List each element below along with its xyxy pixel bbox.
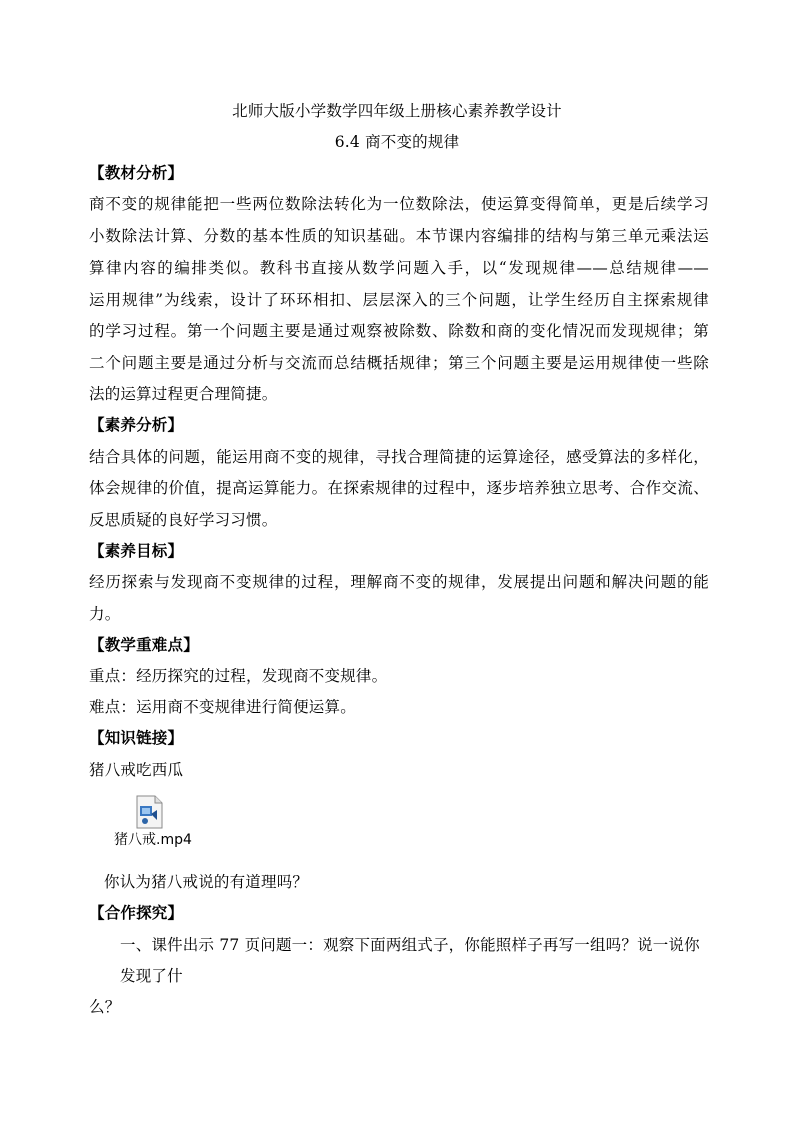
- paragraph-line: 体会规律的价值，提高运算能力。在探索规律的过程中，逐步培养独立思考、合作交流、: [89, 479, 709, 497]
- paragraph-line: 法的运算过程更合理简捷。: [89, 385, 278, 403]
- paragraph-line: 算律内容的编排类似。教科书直接从数学问题入手，以“发现规律——总结规律——: [89, 259, 709, 277]
- attachment-filename: 猪八戒.mp4: [114, 832, 192, 848]
- inquiry-line: 发现了什: [120, 967, 183, 985]
- heading-cooperative-inquiry: 【合作探究】: [89, 904, 184, 922]
- media-file-icon: [134, 795, 164, 829]
- heading-literacy-goals: 【素养目标】: [89, 542, 184, 560]
- heading-literacy-analysis: 【素养分析】: [89, 416, 184, 434]
- discussion-question: 你认为猪八戒说的有道理吗？: [104, 873, 309, 891]
- paragraph-line: 运用规律”为线索，设计了环环相扣、层层深入的三个问题，让学生经历自主探索规律: [89, 291, 709, 309]
- paragraph-line: 经历探索与发现商不变规律的过程，理解商不变的规律，发展提出问题和解决问题的能: [89, 573, 709, 591]
- document-subtitle: 6.4 商不变的规律: [334, 133, 460, 151]
- paragraph-line: 商不变的规律能把一些两位数除法转化为一位数除法，使运算变得简单，更是后续学习: [89, 195, 709, 213]
- paragraph-line: 的学习过程。第一个问题主要是通过观察被除数、除数和商的变化情况而发现规律；第: [89, 322, 709, 340]
- inquiry-line: 一、课件出示 77 页问题一：观察下面两组式子，你能照样子再写一组吗？说一说你: [120, 936, 700, 954]
- difficult-point-line: 难点：运用商不变规律进行简便运算。: [89, 698, 356, 716]
- inquiry-line: 么？: [89, 998, 121, 1016]
- heading-key-points: 【教学重难点】: [89, 636, 199, 654]
- story-title: 猪八戒吃西瓜: [89, 761, 184, 779]
- heading-knowledge-link: 【知识链接】: [89, 729, 184, 747]
- paragraph-line: 反思质疑的良好学习习惯。: [89, 511, 278, 529]
- paragraph-line: 二个问题主要是通过分析与交流而总结概括规律；第三个问题主要是运用规律使一些除: [89, 354, 709, 372]
- paragraph-line: 小数除法计算、分数的基本性质的知识基础。本节课内容编排的结构与第三单元乘法运: [89, 227, 709, 245]
- heading-textbook-analysis: 【教材分析】: [89, 164, 184, 182]
- embedded-video-attachment[interactable]: [110, 795, 210, 855]
- key-point-line: 重点：经历探究的过程，发现商不变规律。: [89, 667, 388, 685]
- paragraph-line: 结合具体的问题，能运用商不变的规律，寻找合理简捷的运算途径，感受算法的多样化，: [89, 448, 709, 466]
- document-title: 北师大版小学数学四年级上册核心素养教学设计: [232, 102, 562, 120]
- paragraph-line: 力。: [89, 605, 121, 623]
